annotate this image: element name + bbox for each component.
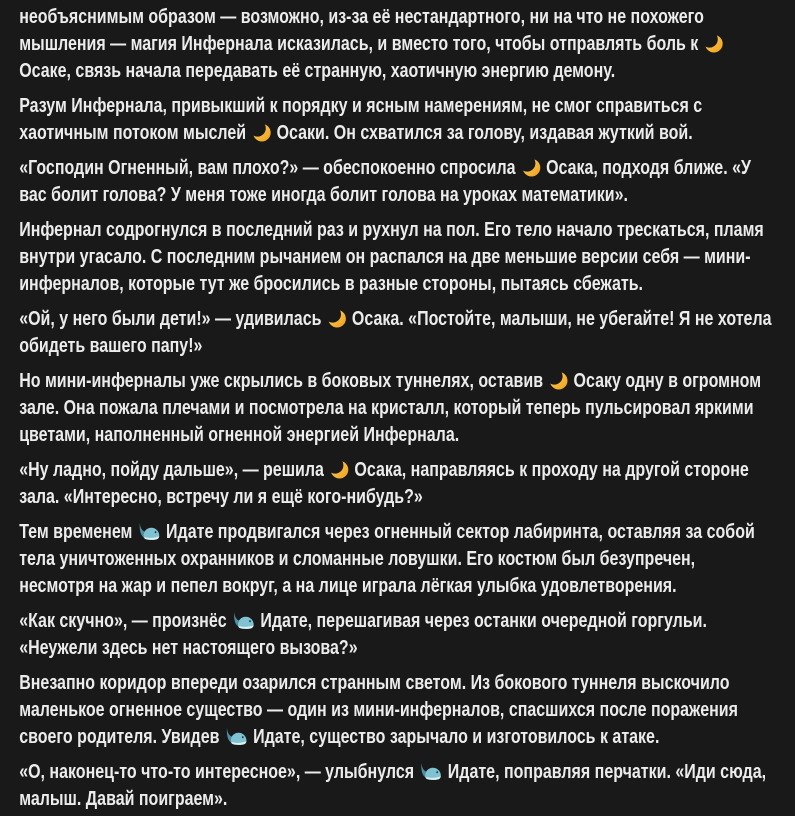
story-paragraph-3: «Господин Огненный, вам плохо?» — обеспокоенно спросила Осака, подходя ближе. «У вас болит голова? У меня тоже иногда болит голова на уроках математики». [19,157,751,206]
crescent-moon-emoji [548,370,568,390]
story-paragraph-6: Но мини-инферналы уже скрылись в боковых туннелях, оставив Осаку одну в огромном зале. Она пожала плечами и посмотрела на кристалл, который теперь пульсировал яркими цветами, наполненный огненной энергией Инфернала. [19,370,762,446]
whale-emoji [138,522,161,541]
crescent-moon-emoji [327,308,347,328]
story-paragraph-4: Инфернал содрогнулся в последний раз и рухнул на пол. Его тело начало трескаться, пламя внутри угасало. С последним рычанием он распался на две меньшие версии себя — мини-инферналов, которые тут же бросились в разные стороны, пытаясь сбежать. [19,219,764,295]
story-paragraph-2: Разум Инфернала, привыкший к порядку и ясным намерениям, не смог справиться с хаотичным потоком мыслей Осаки. Он схватился за голову, издавая жуткий вой. [19,95,703,144]
crescent-moon-emoji [521,157,541,177]
story-paragraph-1: необъяснимым образом — возможно, из-за её нестандартного, ни на что не похожего мышления — магия Инфернала исказилась, и вместо того, чтобы отправлять боль к Осаке, связь начала передавать её странную, хаотичную энергию демону. [19,4,774,85]
crescent-moon-emoji [704,33,724,53]
story-paragraph-8: Тем временем Идате продвигался через огненный сектор лабиринта, оставляя за собой тела уничтоженных охранников и сломанные ловушки. Его костюм был безупречен, несмотря на жар и пепел вокруг, а на лице играла лёгкая улыбка удовлетворения. [19,521,755,597]
crescent-moon-emoji [329,459,349,479]
whale-emoji [232,611,255,630]
story-paragraph-7: «Ну ладно, пойду дальше», — решила Осака, направляясь к проходу на другой стороне зала. «Интересно, встречу ли я ещё кого-нибудь?» [19,459,749,508]
whale-emoji [225,727,248,746]
story-paragraph-9: «Как скучно», — произнёс Идате, перешагивая через останки очередной горгульи. «Неужели здесь нет настоящего вызова?» [19,610,707,659]
story-paragraph-10: Внезапно коридор впереди озарился странным светом. Из бокового туннеля выскочило маленькое огненное существо — один из мини-инферналов, спасшихся после поражения своего родителя. Увидев Идате, существо зарычало и изготовилось к атаке. [19,672,738,748]
whale-emoji [419,762,442,781]
story-paragraph-11: «О, наконец-то что-то интересное», — улыбнулся Идате, поправляя перчатки. «Иди сюда, малыш. Давай поиграем». [19,761,767,810]
story-paragraph-5: «Ой, у него были дети!» — удивилась Осака. «Постойте, малыши, не убегайте! Я не хотела обидеть вашего папу!» [19,308,772,357]
crescent-moon-emoji [251,122,271,142]
